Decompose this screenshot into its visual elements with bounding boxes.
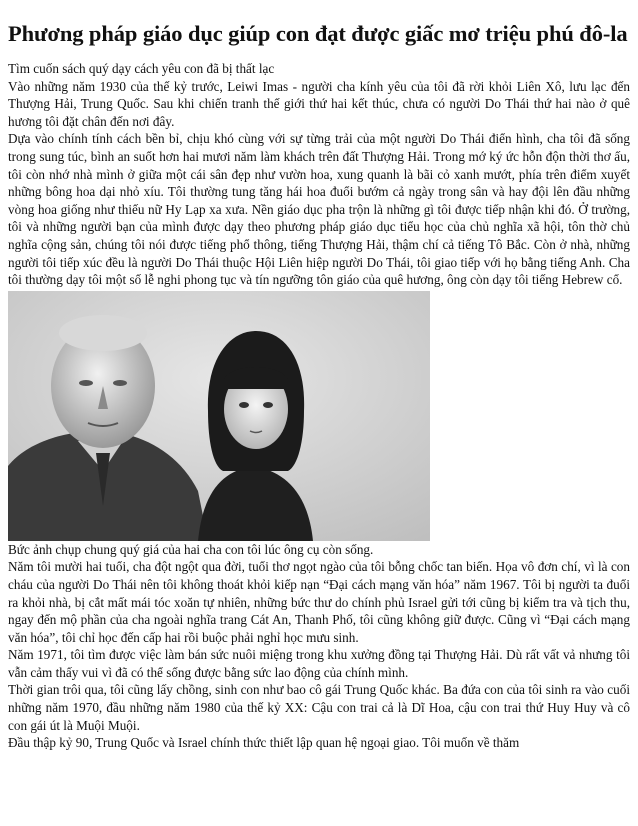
paragraph: Thời gian trôi qua, tôi cũng lấy chồng, sinh con như bao cô gái Trung Quốc khác. Ba đứa con của tôi sinh ra vào cuối những năm 1970, đầu những năm 1980 của thế kỷ XX: Cậu con trai cả là Dĩ Hoa, cậu con trai thứ Huy Huy và cô con gái út là Muội Muội.	[8, 682, 630, 733]
paragraph: Năm tôi mười hai tuổi, cha đột ngột qua đời, tuổi thơ ngọt ngào của tôi bỗng chốc tan biến. Họa vô đơn chí, vì là con cháu của người Do Thái nên tôi không thoát khỏi kiếp nạn “Đại cách mạng văn hóa” năm 1967. Tôi bị người ta đuổi ra khỏi nhà, bị cắt mất mái tóc xoăn tự nhiên, những bức thư do chính phủ Israel gửi tới cũng bị kiểm tra và tịch thu, ngay đến mộ phần của cha ngoài nghĩa trang Cát An, Thanh Phố, tôi cũng không giữ được. Cũng vì “Đại cách mạng văn hóa”, tôi chỉ học đến cấp hai rồi buộc phải nghỉ học mưu sinh.	[8, 559, 630, 645]
section-heading: Tìm cuốn sách quý dạy cách yêu con đã bị thất lạc	[8, 61, 275, 76]
page-title: Phương pháp giáo dục giúp con đạt được giấc mơ triệu phú đô-la	[8, 21, 628, 46]
father-daughter-photo	[8, 291, 430, 541]
paragraph: Năm 1971, tôi tìm được việc làm bán sức nuôi miệng trong khu xưởng đồng tại Thượng Hải. Dù rất vất vả nhưng tôi vẫn cảm thấy vui vì đã có thể sống được bằng sức lao động của chính mình.	[8, 647, 630, 680]
document-page	[8, 0, 630, 752]
paragraph: Dựa vào chính tính cách bền bỉ, chịu khó cùng với sự từng trải của một người Do Thái điển hình, cha tôi đã sống trong sung túc, bình an suốt hơn hai mươi năm làm khách trên đất Thượng Hải. Trong mớ ký ức hỗn độn thời thơ ấu, tôi còn nhớ nhà mình ở giữa một cái sân đẹp như vườn hoa, xung quanh là bãi cỏ xanh mướt, phía trên điểm xuyết những bông hoa dại nhỏ xíu. Tôi thường tung tăng hái hoa đuổi bướm cả ngày trong sân và hay đội lên đầu những vòng hoa giống như thiếu nữ Hy Lạp xa xưa. Nền giáo dục pha trộn là những gì tôi được tiếp nhận khi đó. Ở trường, tôi và những người bạn của mình được dạy theo phương pháp giáo dục tiểu học của chủ nghĩa xã hội, tôn thờ chủ nghĩa cộng sản, chúng tôi nói được tiếng phổ thông, tiếng Thượng Hải, thậm chí cả tiếng Tô Bắc. Còn ở nhà, những người tôi tiếp xúc đều là người Do Thái thuộc Hội Liên hiệp người Do Thái, tôi giao tiếp với họ bằng tiếng Anh. Cha tôi thường dạy tôi một số lễ nghi phong tục và tín ngưỡng tôn giáo của quê hương, ông còn dạy tôi tiếng Hebrew cổ.	[8, 131, 630, 288]
paragraph: Đầu thập kỷ 90, Trung Quốc và Israel chính thức thiết lập quan hệ ngoại giao. Tôi muốn về thăm	[8, 735, 520, 751]
paragraph: Vào những năm 1930 của thế kỷ trước, Leiwi Imas - người cha kính yêu của tôi đã rời khỏi Liên Xô, lưu lạc đến Thượng Hải, Trung Quốc. Sau khi chiến tranh thế giới thứ hai kết thúc, chưa có người Do Thái thứ hai nào ở quê hương tôi đặt chân đến nơi đây.	[8, 78, 630, 129]
photo-caption: Bức ảnh chụp chung quý giá của hai cha con tôi lúc ông cụ còn sống.	[8, 541, 374, 557]
